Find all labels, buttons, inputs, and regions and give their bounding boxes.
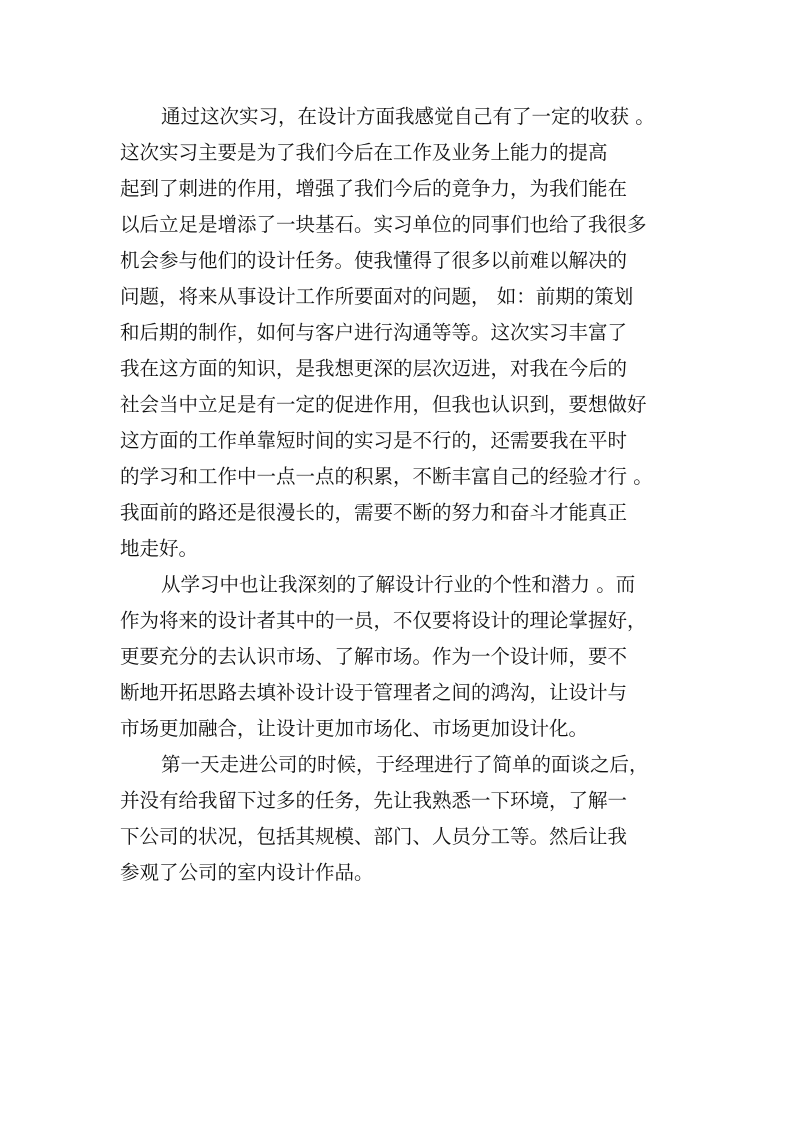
paragraph-2-line-3: 更要充分的去认识市场、了解市场。作为一个设计师，要不 bbox=[120, 645, 628, 668]
paragraph-2-line-4: 断地开拓思路去填补设计设于管理者之间的鸿沟，让设计与 bbox=[120, 681, 628, 704]
paragraph-1-line-3: 起到了刺进的作用，增强了我们今后的竟争力，为我们能在 bbox=[120, 177, 628, 200]
paragraph-1-line-10: 这方面的工作单靠短时间的实习是不行的，还需要我在平时 bbox=[120, 429, 628, 452]
paragraph-3-line-1: 第一天走进公司的时候，于经理进行了简单的面谈之后， bbox=[161, 753, 649, 776]
paragraph-1-line-5: 机会参与他们的设计任务。使我懂得了很多以前难以解决的 bbox=[120, 249, 628, 272]
paragraph-1-line-7: 和后期的制作，如何与客户进行沟通等等。这次实习丰富了 bbox=[120, 321, 628, 344]
paragraph-1-line-8: 我在这方面的知识，是我想更深的层次迈进，对我在今后的 bbox=[120, 357, 628, 380]
paragraph-1-line-9: 社会当中立足是有一定的促进作用，但我也认识到，要想做好 bbox=[120, 393, 647, 416]
paragraph-1-line-1: 通过这次实习，在设计方面我感觉自己有了一定的收获 。 bbox=[161, 105, 655, 128]
paragraph-3-line-2: 并没有给我留下过多的任务，先让我熟悉一下环境，了解一 bbox=[120, 789, 628, 812]
paragraph-2-line-2: 作为将来的设计者其中的一员，不仅要将设计的理论掌握好， bbox=[120, 609, 647, 632]
paragraph-3-line-3: 下公司的状况，包括其规模、部门、人员分工等。然后让我 bbox=[120, 825, 628, 848]
paragraph-2-line-5: 市场更加融合，让设计更加市场化、市场更加设计化。 bbox=[120, 717, 589, 740]
paragraph-2-line-1: 从学习中也让我深刻的了解设计行业的个性和潜力 。而 bbox=[161, 573, 636, 596]
paragraph-1-line-4: 以后立足是增添了一块基石。实习单位的同事们也给了我很多 bbox=[120, 213, 647, 236]
paragraph-1-line-2: 这次实习主要是为了我们今后在工作及业务上能力的提高 bbox=[120, 141, 608, 164]
paragraph-1-line-11: 的学习和工作中一点一点的积累，不断丰富自己的经验才行 。 bbox=[120, 465, 653, 488]
paragraph-1-line-13: 地走好。 bbox=[120, 537, 199, 560]
paragraph-3-line-4: 参观了公司的室内设计作品。 bbox=[120, 861, 374, 884]
paragraph-1-line-6: 问题，将来从事设计工作所要面对的问题， 如：前期的策划 bbox=[120, 285, 634, 308]
paragraph-1-line-12: 我面前的路还是很漫长的，需要不断的努力和奋斗才能真正 bbox=[120, 501, 628, 524]
